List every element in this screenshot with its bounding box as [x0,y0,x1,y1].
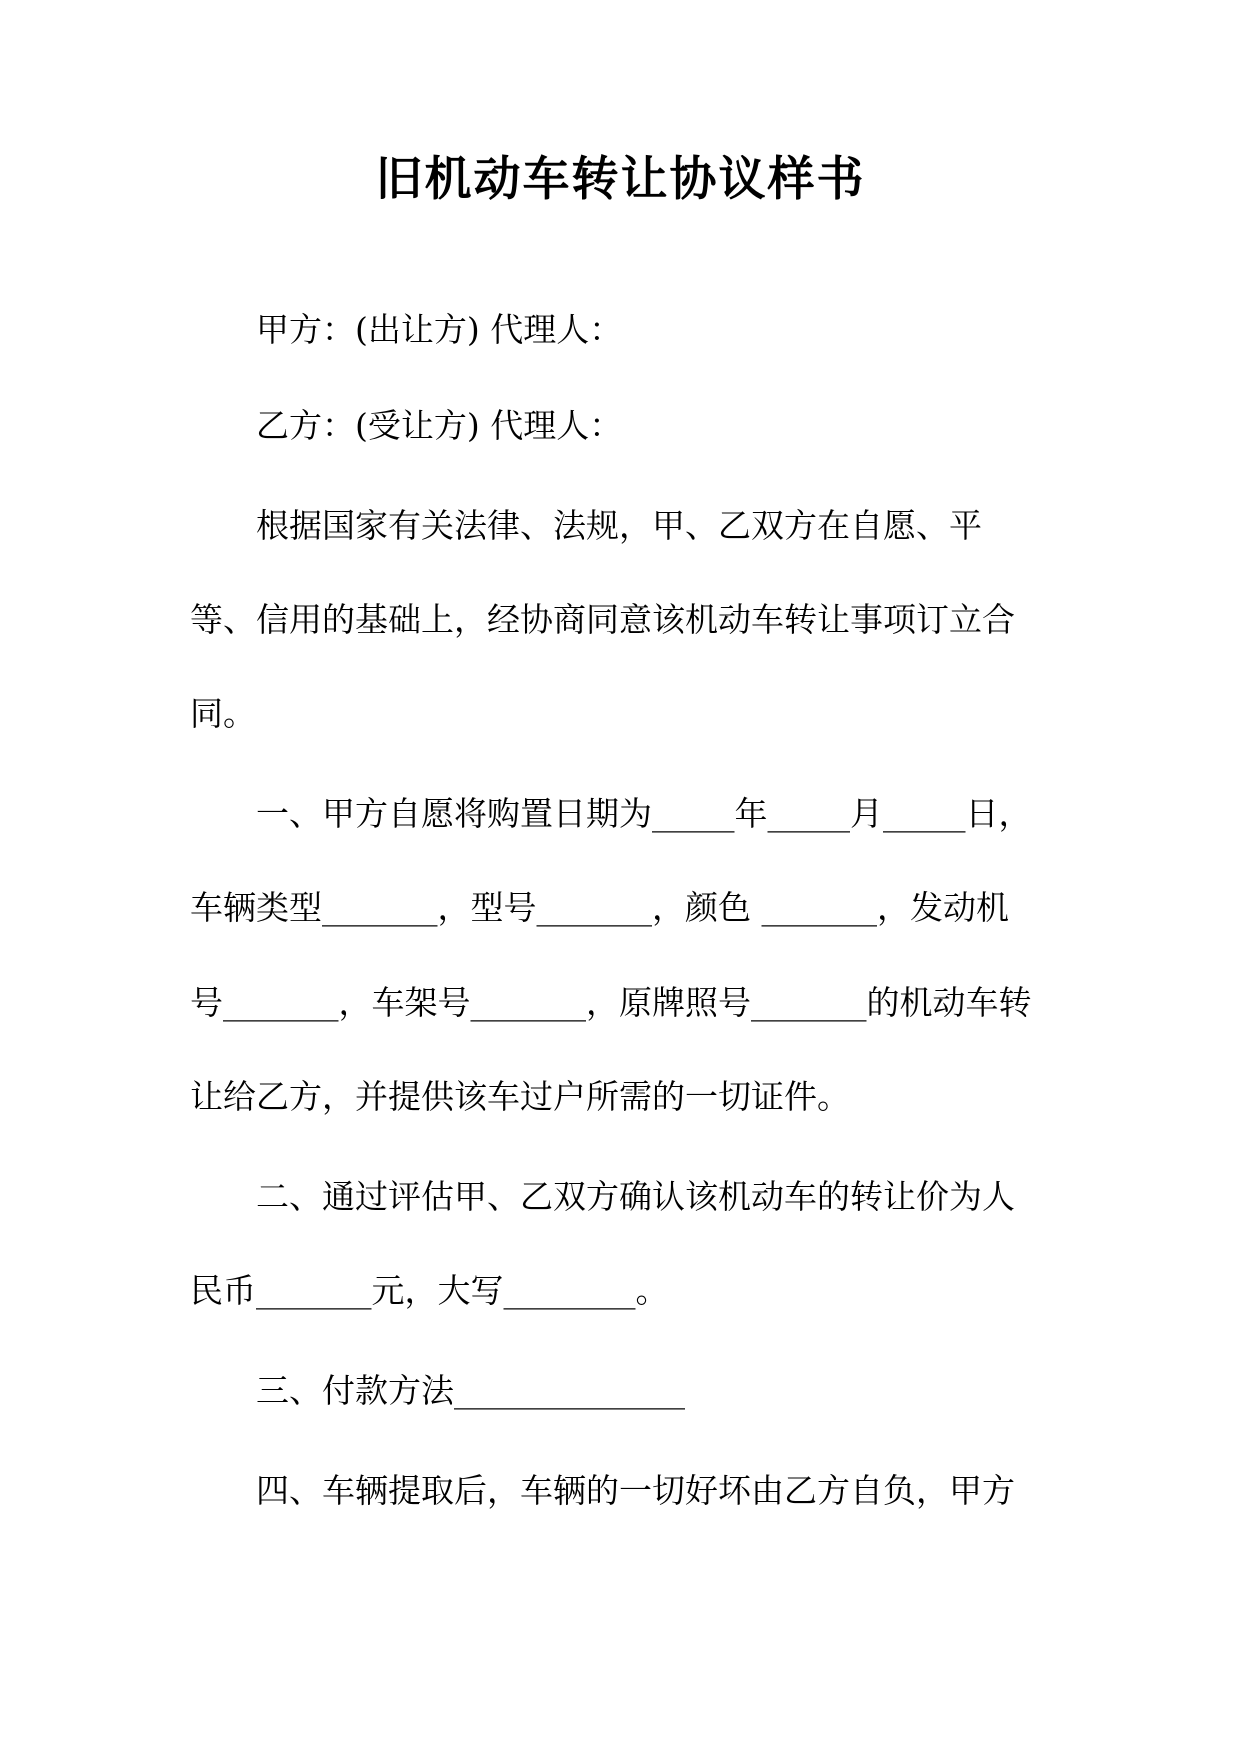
document-title: 旧机动车转让协议样书 [375,152,866,207]
clause-1-line-3: 号_______，车架号_______，原牌照号_______的机动车转 [190,983,1032,1022]
clause-1-line-2: 车辆类型_______，型号_______，颜色 _______，发动机 [190,888,1009,927]
clause-1-line-4: 让给乙方，并提供该车过户所需的一切证件。 [190,1077,850,1116]
clause-4-line-1: 四、车辆提取后，车辆的一切好坏由乙方自负，甲方 [256,1471,1015,1510]
clause-1-line-1: 一、甲方自愿将购置日期为_____年_____月_____日， [256,794,1032,833]
clause-3-line: 三、付款方法______________ [256,1371,685,1410]
clause-2-line-1: 二、通过评估甲、乙双方确认该机动车的转让价为人 [256,1177,1015,1216]
party-a-line: 甲方：(出让方) 代理人： [256,310,623,349]
preamble-line-2: 等、信用的基础上，经协商同意该机动车转让事项订立合 [190,600,1015,639]
preamble-line-3: 同。 [190,694,256,733]
preamble-line-1: 根据国家有关法律、法规，甲、乙双方在自愿、平 [256,506,982,545]
clause-2-line-2: 民币_______元，大写________。 [190,1271,669,1310]
party-b-line: 乙方：(受让方) 代理人： [256,406,623,445]
